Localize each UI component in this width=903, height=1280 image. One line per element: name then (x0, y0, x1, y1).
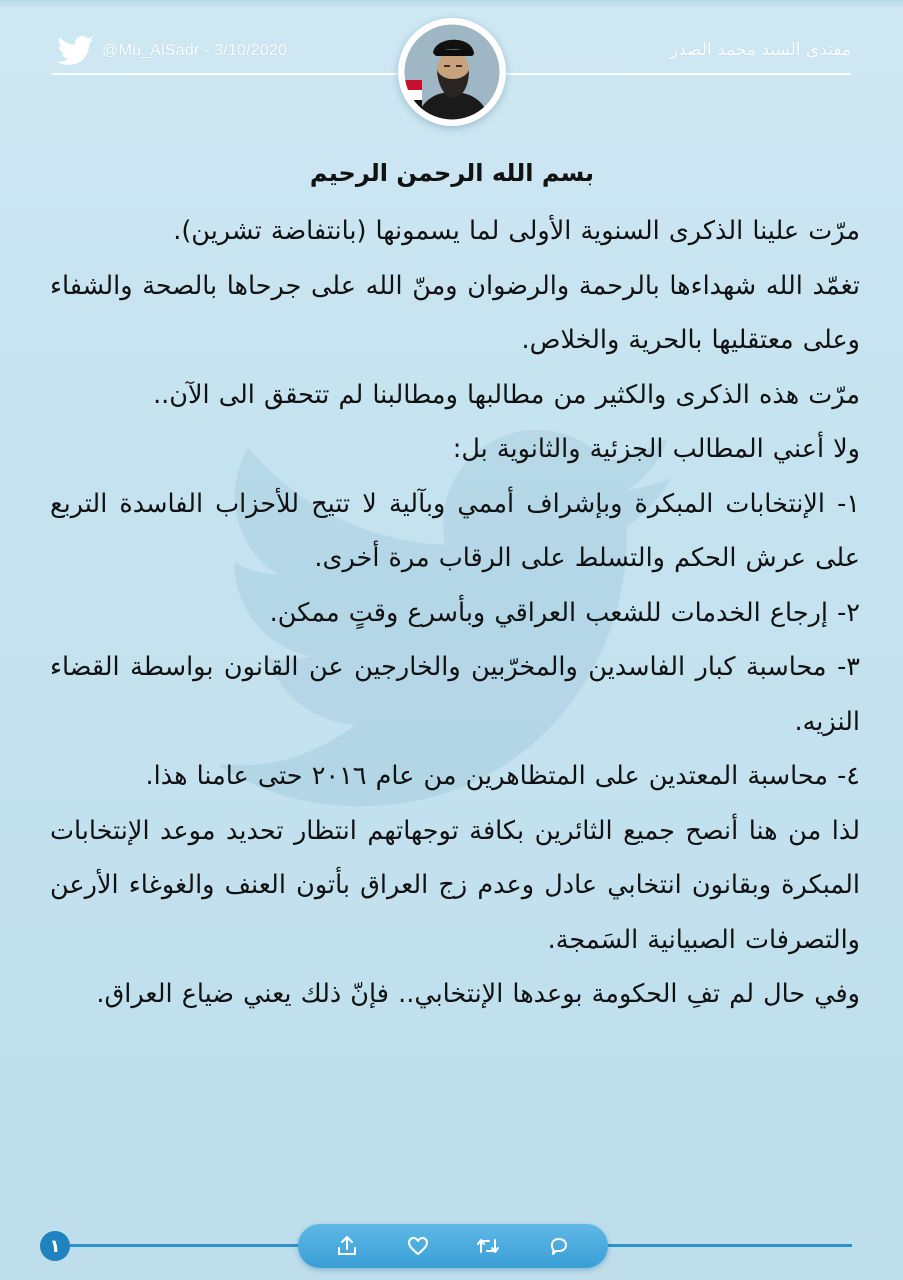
paragraph: مرّت هذه الذكرى والكثير من مطالبها ومطالبنا لم تتحقق الى الآن.. (153, 379, 860, 410)
avatar[interactable] (398, 18, 506, 126)
post-header (0, 0, 903, 130)
page-number-badge: ١ (40, 1231, 70, 1261)
twitter-handle-date: @Mu_AlSadr - 3/10/2020 (102, 42, 288, 59)
reply-icon[interactable] (546, 1233, 572, 1259)
demand-item-1: ١- الإنتخابات المبكرة وبإشراف أممي وبآلية لا تتيح للأحزاب الفاسدة التربع على عرش الحكم والتسلط على الرقاب مرة أخرى. (50, 488, 860, 573)
paragraph: تغمّد الله شهداءها بالرحمة والرضوان ومنّ الله على جرحاها بالصحة والشفاء وعلى معتقليها بالحرية والخلاص. (50, 270, 860, 355)
like-icon[interactable] (405, 1233, 431, 1259)
avatar-portrait-image (398, 18, 506, 126)
retweet-icon[interactable] (475, 1233, 501, 1259)
twitter-logo-icon (58, 36, 94, 66)
header-divider-right (506, 73, 851, 75)
demand-item-3: ٣- محاسبة كبار الفاسدين والمخرّبين والخارجين عن القانون بواسطة القضاء النزيه. (50, 652, 860, 737)
twitter-handle-group[interactable] (58, 36, 287, 66)
post-title: بسم الله الرحمن الرحيم (309, 159, 595, 187)
author-name[interactable]: مقتدى السيد محمد الصدر (669, 40, 851, 60)
paragraph: لذا من هنا أنصح جميع الثائرين بكافة توجهاتهم انتظار تحديد موعد الإنتخابات المبكرة وبقانون انتخابي عادل وعدم زج العراق بأتون العنف والغوغاء الأرعن والتصرفات الصبيانية السَمجة. (50, 815, 860, 955)
header-divider-left (52, 73, 397, 75)
paragraph: وفي حال لم تفِ الحكومة بوعدها الإنتخابي.. فإنّ ذلك يعني ضياع العراق. (96, 979, 860, 1009)
paragraph: ولا أعني المطالب الجزئية والثانوية بل: (452, 434, 860, 464)
tweet-actions-bar (298, 1224, 608, 1268)
share-icon[interactable] (334, 1233, 360, 1259)
post-body (50, 148, 860, 1022)
paragraph: مرّت علينا الذكرى السنوية الأولى لما يسمونها (بانتفاضة تشرين). (173, 216, 860, 246)
demand-item-2: ٢- إرجاع الخدمات للشعب العراقي وبأسرع وقتٍ ممكن. (269, 597, 860, 628)
demand-item-4: ٤- محاسبة المعتدين على المتظاهرين من عام ٢٠١٦ حتى عامنا هذا. (145, 761, 860, 791)
